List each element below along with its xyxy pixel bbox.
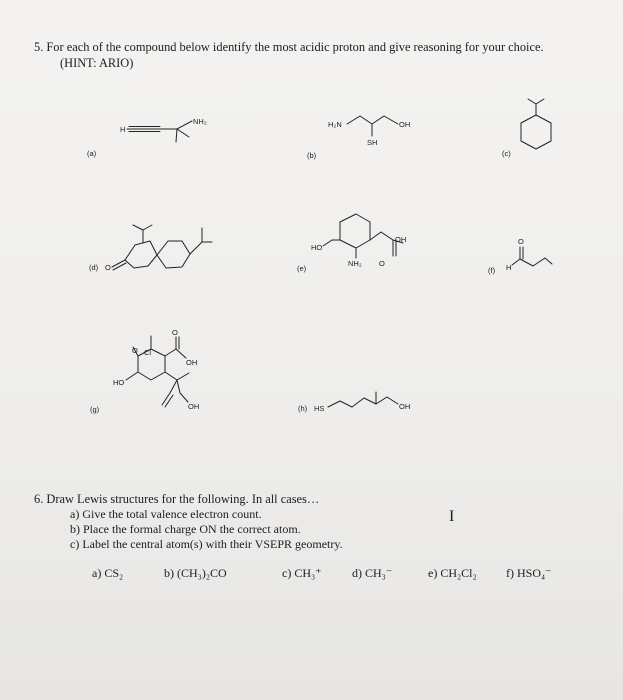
atom-a-h: H (120, 125, 126, 134)
structure-c (502, 99, 551, 158)
structure-f (488, 237, 552, 275)
atom-b-oh: OH (399, 120, 411, 129)
atom-h-oh: OH (399, 402, 411, 411)
structure-g (90, 328, 199, 414)
species-b: b) (CH₃)₂CO (164, 566, 227, 580)
atom-h-hs: HS (314, 404, 325, 413)
handwritten-mark: I (449, 508, 455, 525)
atom-e-nh2: NH₂ (348, 259, 362, 268)
atom-b-sh: SH (367, 138, 378, 147)
species-f: f) HSO₄⁻ (506, 566, 552, 580)
species-e: e) CH₂Cl₂ (428, 566, 477, 580)
label-e: (e) (297, 264, 307, 273)
structure-h (298, 392, 410, 413)
atom-e-ho: HO (311, 243, 323, 252)
atom-g-oh2: OH (188, 402, 200, 411)
atom-g-oh1: OH (186, 358, 198, 367)
atom-b-h2n: H₂N (328, 120, 342, 129)
question-6-part-b: b) Place the formal charge ON the correct atom. (70, 522, 301, 536)
atom-g-o1: O (132, 346, 138, 355)
atom-e-o: O (379, 259, 385, 268)
label-a: (a) (87, 149, 97, 158)
label-b: (b) (307, 151, 317, 160)
structure-d (89, 225, 212, 272)
question-6-prompt: 6. Draw Lewis structures for the following. In all cases… (34, 492, 320, 506)
structure-b (307, 116, 410, 160)
question-6-part-a: a) Give the total valence electron count. (70, 507, 262, 521)
species-c: c) CH₃⁺ (282, 566, 322, 580)
species-a: a) CS₂ (92, 566, 124, 580)
structure-e (297, 214, 406, 273)
structure-a (87, 117, 207, 158)
species-d: d) CH₃⁻ (352, 566, 393, 580)
label-c: (c) (502, 149, 511, 158)
label-h: (h) (298, 404, 308, 413)
question-6-part-c: c) Label the central atom(s) with their VSEPR geometry. (70, 537, 343, 551)
atom-g-ho: HO (113, 378, 125, 387)
atom-d-o: O (105, 263, 111, 272)
question-5-hint: (HINT: ARIO) (60, 56, 134, 70)
question-5-prompt: 5. For each of the compound below identify the most acidic proton and give reasoning for your choice. (34, 40, 544, 54)
label-d: (d) (89, 263, 99, 272)
atom-g-o2: O (172, 328, 178, 337)
atom-g-cl: Cl (144, 348, 152, 357)
atom-a-nh2: NH₂ (193, 117, 207, 126)
label-f: (f) (488, 266, 496, 275)
atom-e-oh: OH (395, 235, 407, 244)
atom-f-h: H (506, 263, 512, 272)
label-g: (g) (90, 405, 100, 414)
atom-f-o: O (518, 237, 524, 246)
